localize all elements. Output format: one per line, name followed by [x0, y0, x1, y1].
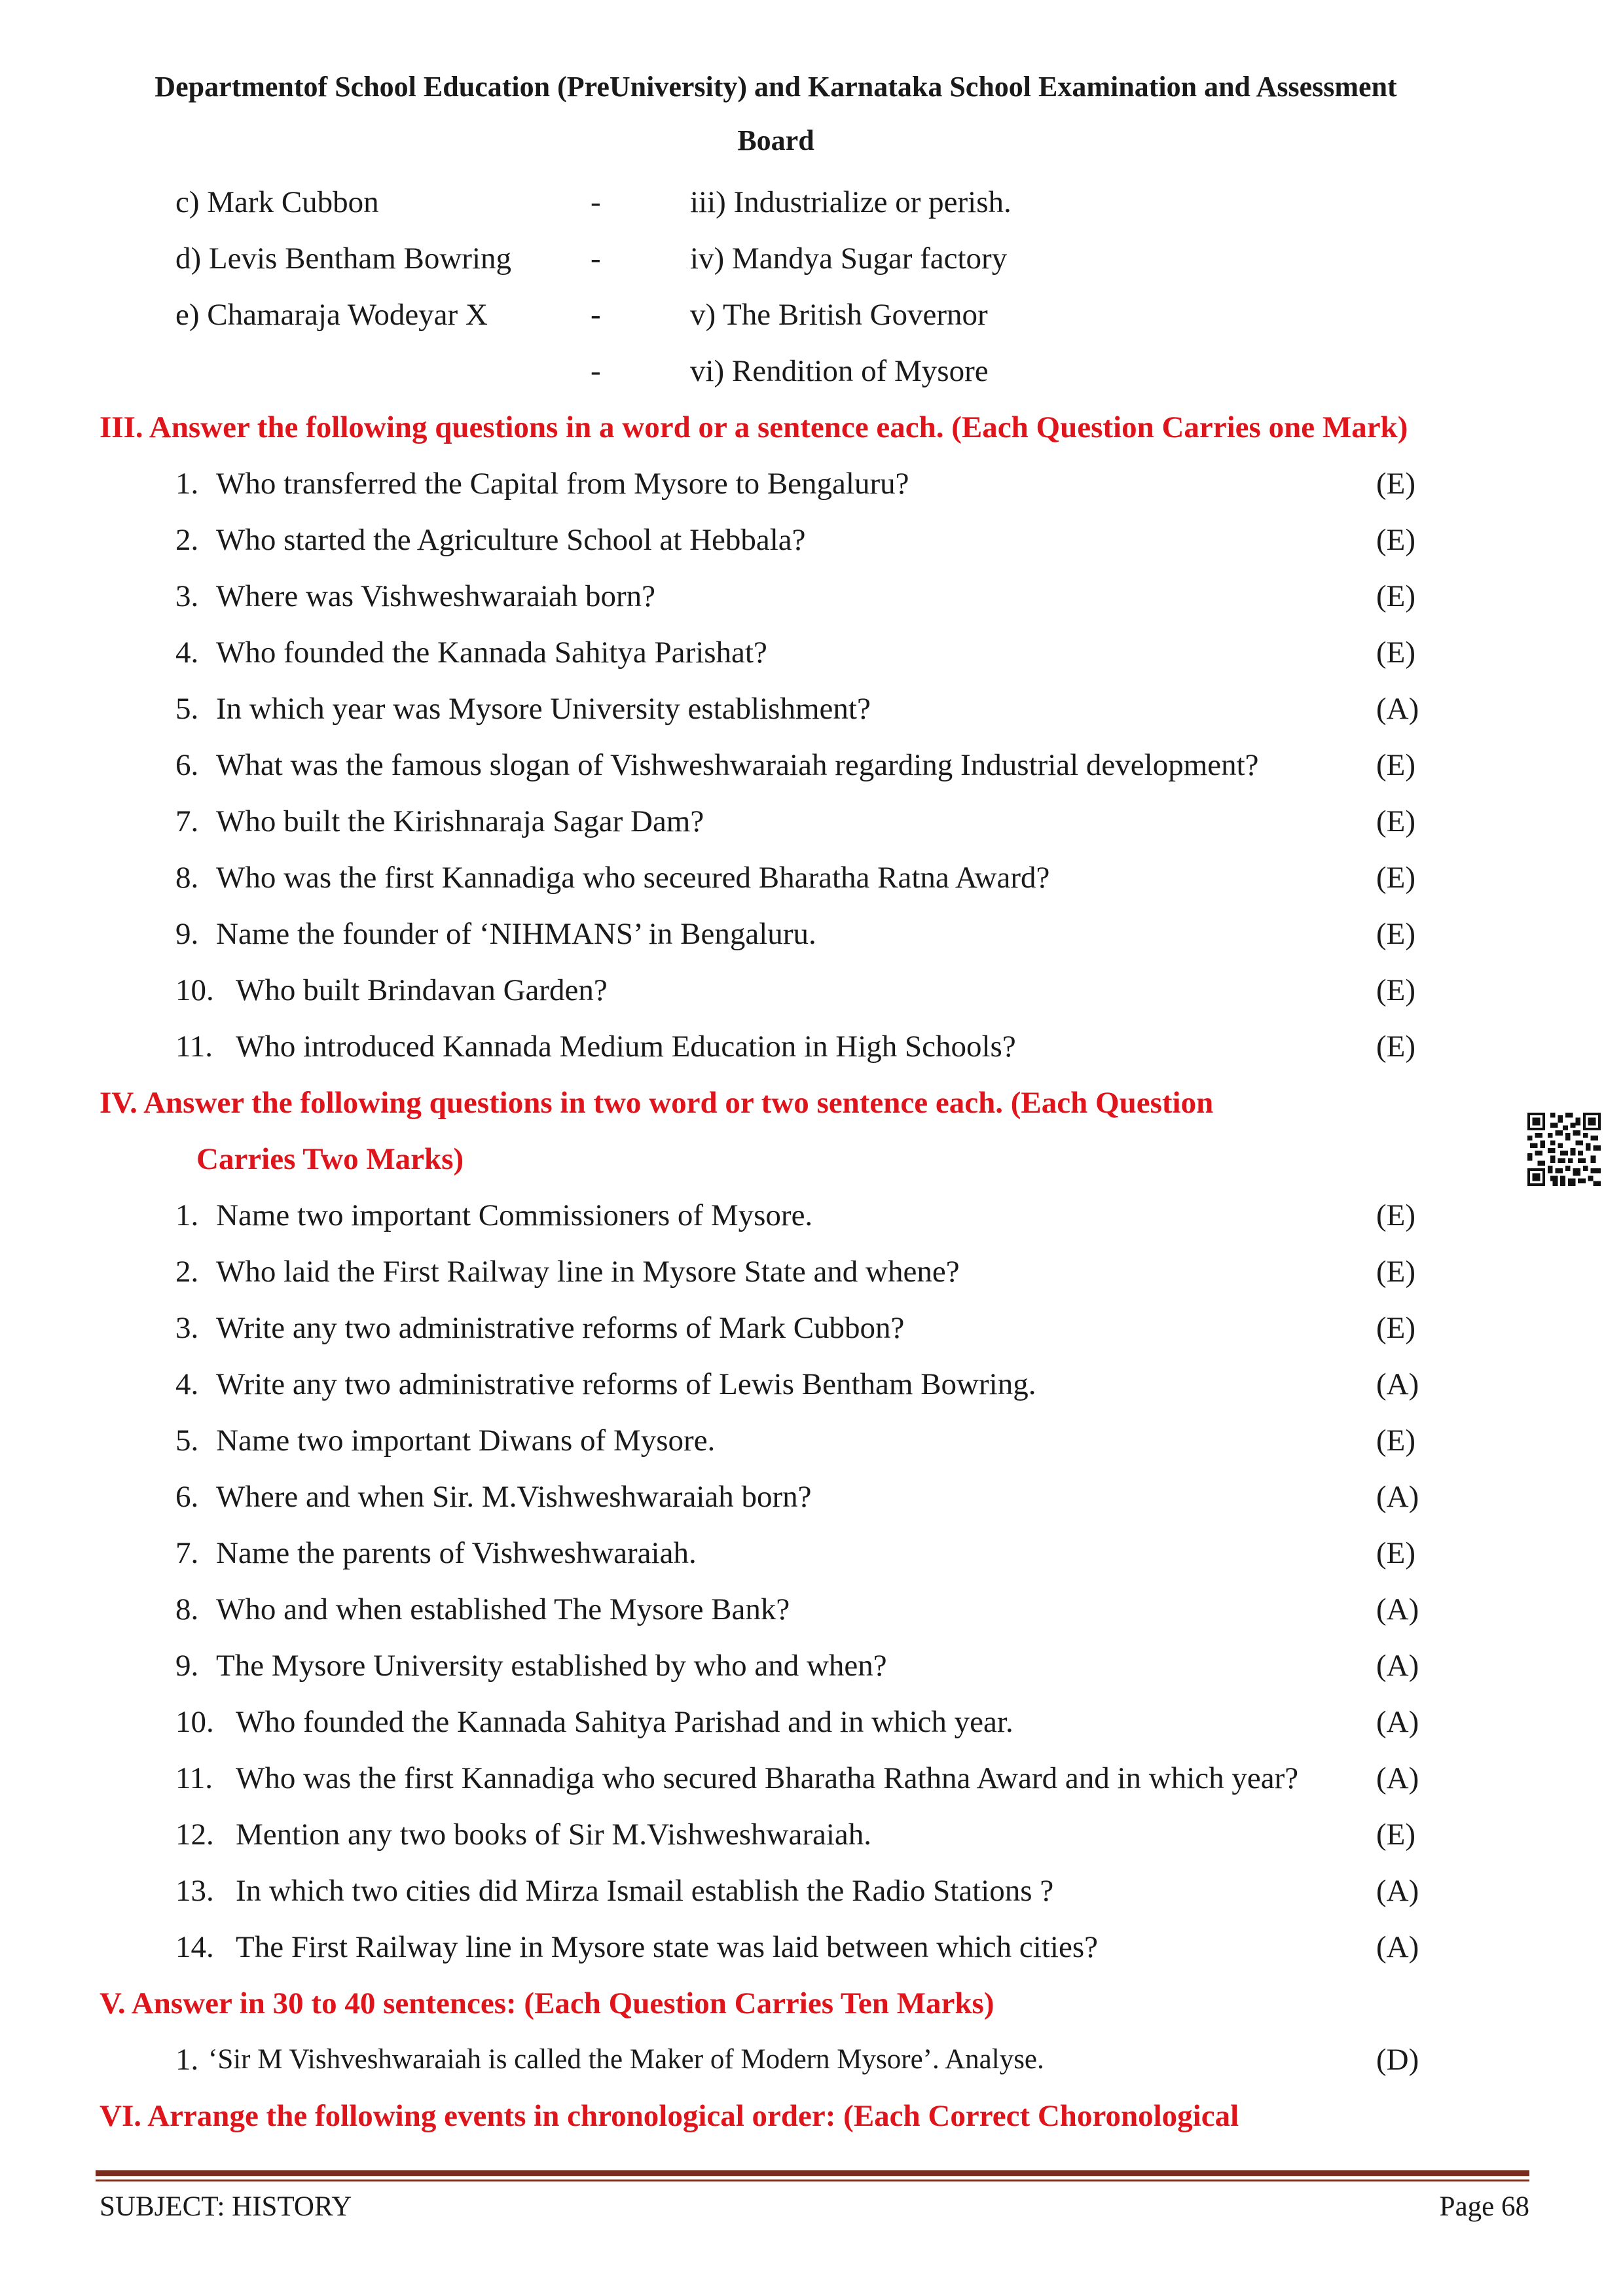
- question-text: What was the famous slogan of Vishweshwaraiah regarding Industrial development?: [216, 748, 1259, 782]
- question-number: 12.: [175, 1818, 214, 1852]
- question-number: 1.: [175, 467, 199, 501]
- question-number: 6.: [175, 748, 199, 782]
- question-row: [0, 456, 1623, 512]
- difficulty-level: (D): [1376, 2043, 1419, 2077]
- question-number: 5.: [175, 692, 199, 726]
- question-number: 3.: [175, 1311, 199, 1345]
- question-text: Who was the first Kannadiga who seceured Bharatha Ratna Award?: [216, 861, 1050, 895]
- question-row: [0, 2032, 1623, 2088]
- section-5-heading: V. Answer in 30 to 40 sentences: (Each Question Carries Ten Marks): [100, 1986, 994, 2020]
- question-text: Who founded the Kannada Sahitya Parishat?: [216, 636, 767, 670]
- match-dash: -: [591, 354, 601, 388]
- question-row: [0, 624, 1623, 681]
- match-right: iv) Mandya Sugar factory: [690, 242, 1008, 276]
- question-number: 8.: [175, 861, 199, 895]
- match-dash: -: [591, 298, 601, 332]
- qr-code-icon: [1527, 1113, 1601, 1186]
- question-text: Who transferred the Capital from Mysore to Bengaluru?: [216, 467, 909, 501]
- question-text: ‘Sir M Vishveshwaraiah is called the Maker of Modern Mysore’. Analyse.: [208, 2044, 1044, 2075]
- difficulty-level: (E): [1376, 1198, 1416, 1232]
- question-text: Where and when Sir. M.Vishweshwaraiah born?: [216, 1480, 812, 1514]
- question-row: [0, 1919, 1623, 1975]
- match-left: d) Levis Bentham Bowring: [175, 242, 512, 276]
- difficulty-level: (E): [1376, 804, 1416, 838]
- question-row: [0, 1300, 1623, 1356]
- question-row: [0, 568, 1623, 624]
- question-number: 6.: [175, 1480, 199, 1514]
- question-row: [0, 1525, 1623, 1581]
- question-number: 3.: [175, 579, 199, 613]
- question-text: Who built the Kirishnaraja Sagar Dam?: [216, 804, 704, 838]
- question-row: [0, 1244, 1623, 1300]
- question-row: [0, 1018, 1623, 1075]
- match-left: e) Chamaraja Wodeyar X: [175, 298, 488, 332]
- difficulty-level: (A): [1376, 1705, 1419, 1739]
- question-row: [0, 1581, 1623, 1638]
- question-text: Mention any two books of Sir M.Vishweshwaraiah.: [236, 1818, 872, 1852]
- difficulty-level: (E): [1376, 579, 1416, 613]
- footer-rule: [96, 2170, 1529, 2176]
- difficulty-level: (A): [1376, 1930, 1419, 1964]
- question-number: 2.: [175, 523, 199, 557]
- question-number: 7.: [175, 1536, 199, 1570]
- question-number: 10.: [175, 973, 214, 1007]
- question-text: Who and when established The Mysore Bank?: [216, 1592, 790, 1626]
- question-number: 11.: [175, 1030, 213, 1064]
- question-text: Name two important Diwans of Mysore.: [216, 1424, 716, 1458]
- question-text: The First Railway line in Mysore state was laid between which cities?: [236, 1930, 1098, 1964]
- question-text: Who built Brindavan Garden?: [236, 973, 608, 1007]
- difficulty-level: (A): [1376, 1874, 1419, 1908]
- question-number: 14.: [175, 1930, 214, 1964]
- difficulty-level: (E): [1376, 1255, 1416, 1289]
- question-row: [0, 1694, 1623, 1750]
- question-text: Who laid the First Railway line in Mysore State and whene?: [216, 1255, 960, 1289]
- question-row: [0, 850, 1623, 906]
- question-text: The Mysore University established by who and when?: [216, 1649, 887, 1683]
- header-line-1: Departmentof School Education (PreUniversity) and Karnataka School Examination and Assessment: [155, 71, 1397, 103]
- question-row: [0, 1412, 1623, 1469]
- question-text: Name the founder of ‘NIHMANS’ in Bengaluru.: [216, 917, 816, 951]
- question-text: Who was the first Kannadiga who secured Bharatha Rathna Award and in which year?: [236, 1761, 1299, 1795]
- section-3-heading: III. Answer the following questions in a word or a sentence each. (Each Question Carries one Mark): [100, 410, 1408, 444]
- match-row: [0, 287, 1623, 343]
- page-header: [0, 60, 1552, 168]
- difficulty-level: (E): [1376, 1424, 1416, 1458]
- match-right: v) The British Governor: [690, 298, 988, 332]
- difficulty-level: (A): [1376, 1649, 1419, 1683]
- section-4-heading-line-1: IV. Answer the following questions in two word or two sentence each. (Each Question: [100, 1086, 1214, 1120]
- question-text: Name two important Commissioners of Mysore.: [216, 1198, 813, 1232]
- question-text: Write any two administrative reforms of Mark Cubbon?: [216, 1311, 905, 1345]
- question-number: 10.: [175, 1705, 214, 1739]
- match-left: c) Mark Cubbon: [175, 185, 379, 219]
- question-row: [0, 1863, 1623, 1919]
- question-text: In which year was Mysore University establishment?: [216, 692, 871, 726]
- question-row: [0, 1356, 1623, 1412]
- match-right: vi) Rendition of Mysore: [690, 354, 989, 388]
- question-row: [0, 1187, 1623, 1244]
- difficulty-level: (E): [1376, 748, 1416, 782]
- section-6-heading: VI. Arrange the following events in chronological order: (Each Correct Choronological: [100, 2099, 1239, 2133]
- difficulty-level: (E): [1376, 917, 1416, 951]
- question-text: Where was Vishweshwaraiah born?: [216, 579, 656, 613]
- footer-subject: SUBJECT: HISTORY: [100, 2191, 352, 2222]
- footer-rule-thin: [96, 2179, 1529, 2181]
- question-text: Write any two administrative reforms of Lewis Bentham Bowring.: [216, 1367, 1036, 1401]
- question-row: [0, 906, 1623, 962]
- question-number: 1.: [175, 1198, 199, 1232]
- difficulty-level: (A): [1376, 692, 1419, 726]
- question-number: 9.: [175, 1649, 199, 1683]
- question-row: [0, 512, 1623, 568]
- question-number: 13.: [175, 1874, 214, 1908]
- question-row: [0, 1638, 1623, 1694]
- difficulty-level: (E): [1376, 973, 1416, 1007]
- question-number: 4.: [175, 636, 199, 670]
- question-row: [0, 737, 1623, 793]
- difficulty-level: (E): [1376, 1818, 1416, 1852]
- match-row: [0, 174, 1623, 230]
- header-line-2: Board: [737, 124, 814, 156]
- match-row: [0, 343, 1623, 399]
- difficulty-level: (E): [1376, 523, 1416, 557]
- question-text: In which two cities did Mirza Ismail establish the Radio Stations ?: [236, 1874, 1054, 1908]
- question-number: 9.: [175, 917, 199, 951]
- section-4-heading-line-2: Carries Two Marks): [196, 1142, 464, 1176]
- difficulty-level: (A): [1376, 1592, 1419, 1626]
- question-number: 4.: [175, 1367, 199, 1401]
- question-number: 2.: [175, 1255, 199, 1289]
- question-number: 11.: [175, 1761, 213, 1795]
- difficulty-level: (E): [1376, 1030, 1416, 1064]
- difficulty-level: (A): [1376, 1367, 1419, 1401]
- question-row: [0, 681, 1623, 737]
- difficulty-level: (E): [1376, 467, 1416, 501]
- question-text: Name the parents of Vishweshwaraiah.: [216, 1536, 697, 1570]
- question-number: 8.: [175, 1592, 199, 1626]
- question-number: 1.: [175, 2043, 199, 2077]
- difficulty-level: (A): [1376, 1761, 1419, 1795]
- match-dash: -: [591, 242, 601, 276]
- page-number: Page 68: [1439, 2191, 1529, 2222]
- match-row: [0, 230, 1623, 287]
- question-row: [0, 962, 1623, 1018]
- question-number: 7.: [175, 804, 199, 838]
- match-dash: -: [591, 185, 601, 219]
- difficulty-level: (E): [1376, 861, 1416, 895]
- question-text: Who founded the Kannada Sahitya Parishad and in which year.: [236, 1705, 1013, 1739]
- question-row: [0, 1750, 1623, 1806]
- difficulty-level: (A): [1376, 1480, 1419, 1514]
- difficulty-level: (E): [1376, 636, 1416, 670]
- section-4-heading: [100, 1075, 1213, 1187]
- difficulty-level: (E): [1376, 1536, 1416, 1570]
- question-row: [0, 793, 1623, 850]
- question-text: Who started the Agriculture School at Hebbala?: [216, 523, 806, 557]
- question-row: [0, 1806, 1623, 1863]
- question-row: [0, 1469, 1623, 1525]
- match-right: iii) Industrialize or perish.: [690, 185, 1012, 219]
- question-number: 5.: [175, 1424, 199, 1458]
- difficulty-level: (E): [1376, 1311, 1416, 1345]
- question-text: Who introduced Kannada Medium Education in High Schools?: [236, 1030, 1016, 1064]
